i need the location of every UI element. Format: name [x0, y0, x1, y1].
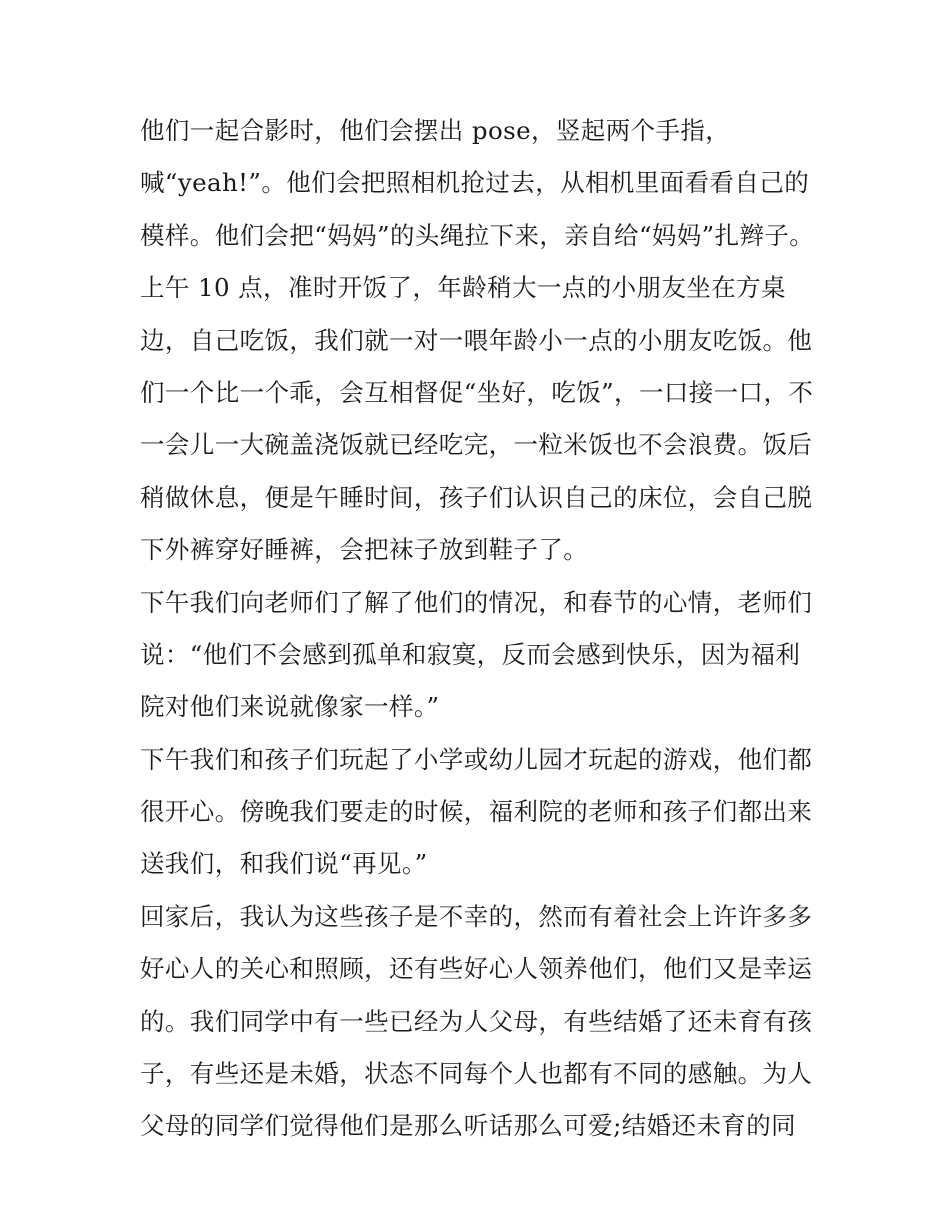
text-line: 边，自己吃饭，我们就一对一喂年龄小一点的小朋友吃饭。他	[140, 325, 813, 355]
text-line: 下午我们和孩子们玩起了小学或幼儿园才玩起的游戏，他们都	[140, 744, 813, 774]
text-line: 送我们，和我们说“再见。”	[140, 849, 428, 879]
document-body	[140, 105, 820, 1153]
text-line: 稍做休息，便是午睡时间，孩子们认识自己的床位，会自己脱	[140, 482, 813, 512]
text-line: 的。我们同学中有一些已经为人父母，有些结婚了还未育有孩	[140, 1006, 813, 1036]
text-line: 很开心。傍晚我们要走的时候，福利院的老师和孩子们都出来	[140, 797, 813, 827]
text-line: 上午 10 点，准时开饭了，年龄稍大一点的小朋友坐在方桌	[140, 273, 786, 303]
text-line: 子，有些还是未婚，状态不同每个人也都有不同的感触。为人	[140, 1059, 813, 1089]
text-line: 父母的同学们觉得他们是那么听话那么可爱;结婚还未育的同	[140, 1111, 797, 1141]
text-line: 一会儿一大碗盖浇饭就已经吃完，一粒米饭也不会浪费。饭后	[140, 430, 813, 460]
text-line: 下午我们向老师们了解了他们的情况，和春节的心情，老师们	[140, 587, 813, 617]
text-line: 喊“yeah!”。他们会把照相机抢过去，从相机里面看看自己的	[140, 168, 810, 198]
text-line: 好心人的关心和照顾，还有些好心人领养他们，他们又是幸运	[140, 954, 813, 984]
text-line: 模样。他们会把“妈妈”的头绳拉下来，亲自给“妈妈”扎辫子。	[140, 220, 815, 250]
text-line: 说：“他们不会感到孤单和寂寞，反而会感到快乐，因为福利	[140, 639, 801, 669]
text-line: 回家后，我认为这些孩子是不幸的，然而有着社会上许许多多	[140, 901, 813, 931]
text-line: 们一个比一个乖，会互相督促“坐好，吃饭”，一口接一口，不	[140, 377, 814, 407]
text-line: 下外裤穿好睡裤，会把袜子放到鞋子了。	[140, 535, 589, 565]
text-line: 他们一起合影时，他们会摆出 pose，竖起两个手指，	[140, 116, 731, 145]
text-line: 院对他们来说就像家一样。”	[140, 692, 440, 722]
